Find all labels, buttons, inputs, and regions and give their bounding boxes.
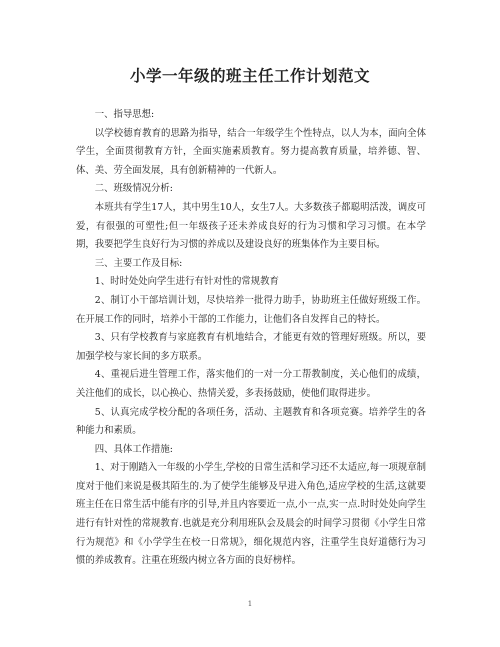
section-heading-main-goals: 三、主要工作及目标:	[94, 257, 183, 269]
goal-item-4: 4、重视后进生管理工作，落实他们的一对一分工帮教制度，关心他们的成绩，关注他们的成长，以心换心、热情关爱，多表扬鼓励，使他们取得进步。	[76, 369, 426, 399]
paragraph-guiding-thought: 以学校德育教育的思路为指导，结合一年级学生个性特点，以人为本，面向全体学生，全面贯彻教育方针，全面实施素质教育。努力提高教育质量，培养德、智、体、美、劳全面发展，具有创新精神的一代新人。	[76, 127, 426, 176]
section-heading-class-analysis: 二、班级情况分析:	[94, 183, 173, 195]
goal-item-5: 5、认真完成学校分配的各项任务，活动、主题教育和各项竞赛。培养学生的各种能力和素质。	[76, 406, 426, 437]
goal-item-3: 3、只有学校教育与家庭教育有机地结合，才能更有效的管理好班级。所以，要加强学校与家长间的多方联系。	[76, 332, 426, 362]
goal-item-1: 1、时时处处向学生进行有针对性的常规教育	[94, 276, 279, 288]
measure-item-1: 1、对于刚踏入一年级的小学生,学校的日常生活和学习还不太适应,每一项规章制度对于他们来说是极其陌生的.为了使学生能够及早进入角色,适应学校的生活,这就要班主任在日常生活中能有序的引导,并且内容要近一点,小一点,实一点.时时处处向学生进行有针对性的常规教育.也就是充分利用班队会及晨会的时间学习贯彻《小学生日常行为规范》和《小学学生在校一日常规》，细化规范内容，注重学生良好道德行为习惯的养成教育。注重在班级内树立各方面的良好榜样。	[76, 462, 426, 567]
goal-item-2: 2、制订小干部培训计划，尽快培养一批得力助手，协助班主任做好班级工作。在开展工作的同时，培养小干部的工作能力，让他们各自发挥自己的特长。	[76, 294, 426, 325]
section-heading-guiding-thought: 一、指导思想:	[94, 109, 155, 120]
paragraph-class-analysis: 本班共有学生17人，其中男生10人，女生7人。大多数孩子都聪明活泼，调皮可爱，有很强的可塑性;但一年级孩子还未养成良好的行为习惯和学习习惯。在本学期，我要把学生良好行为习惯的养成以及建设良好的班集体作为主要目标。	[76, 201, 426, 251]
document-body	[76, 106, 426, 571]
section-heading-measures: 四、具体工作措施:	[94, 443, 173, 455]
page-number: 1	[247, 600, 253, 608]
document-title: 小学一年级的班主任工作计划范文	[129, 66, 370, 85]
